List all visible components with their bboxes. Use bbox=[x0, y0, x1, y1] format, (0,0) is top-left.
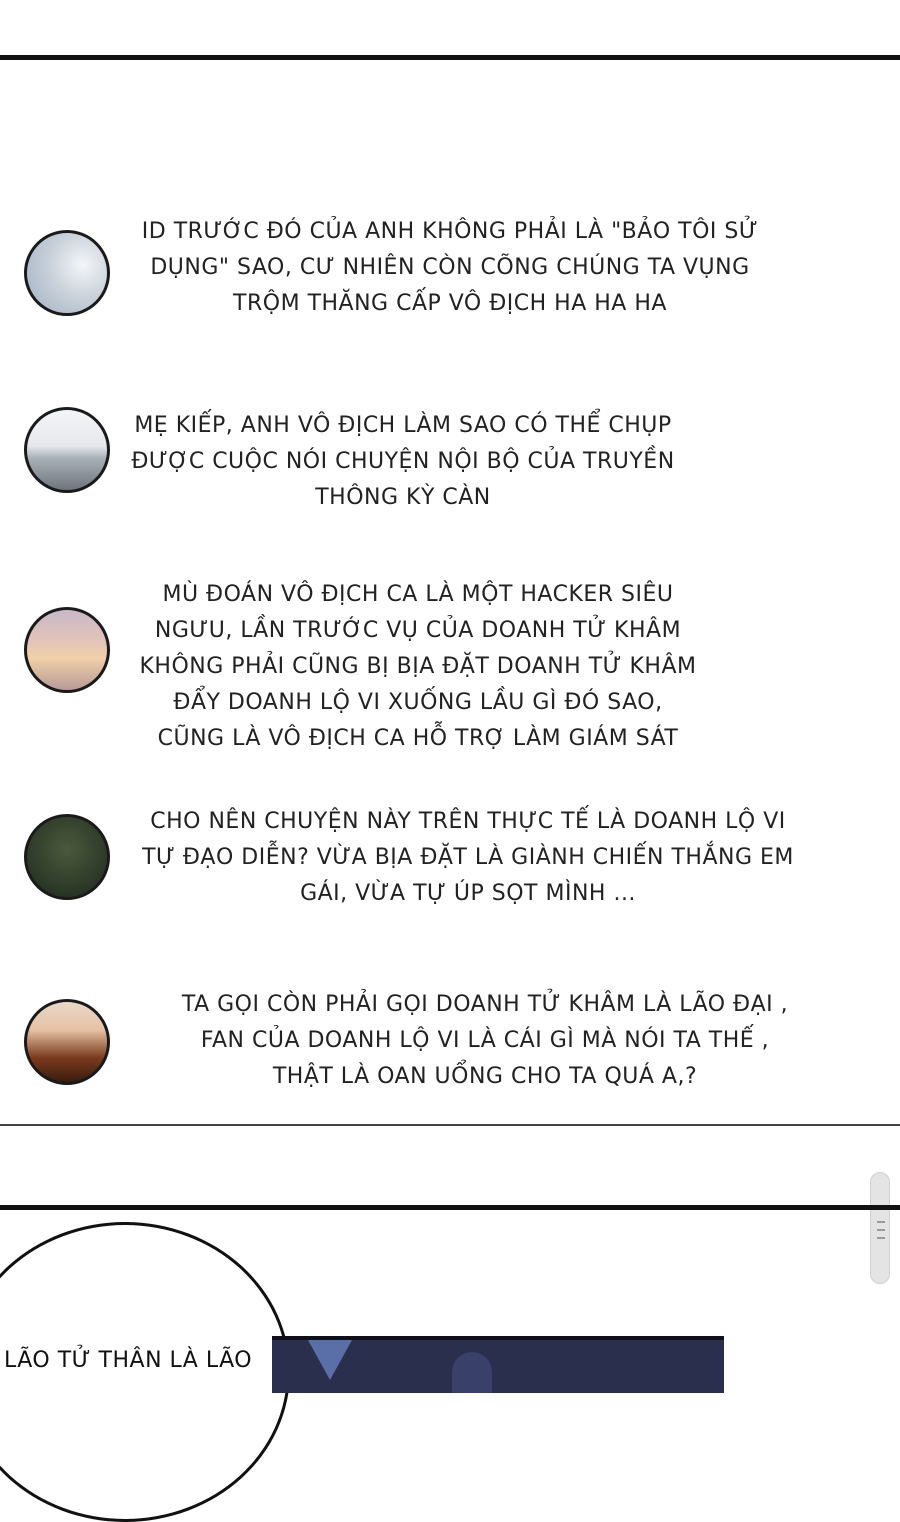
panel-border-top bbox=[0, 1205, 900, 1210]
speech-bubble-text: LÃO TỬ THÂN LÀ LÃO bbox=[4, 1348, 253, 1373]
figure-shape bbox=[452, 1352, 492, 1393]
sunflower-avatar bbox=[24, 999, 110, 1085]
scrollbar-thumb[interactable] bbox=[870, 1172, 890, 1284]
comment-text: MẸ KIẾP, ANH VÔ ĐỊCH LÀM SAO CÓ THỂ CHỤP ĐƯỢC CUỘC NÓI CHUYỆN NỘI BỘ CỦA TRUYỀN THÔNG KỲ CÀN bbox=[131, 413, 675, 510]
comment-text: ID TRƯỚC ĐÓ CỦA ANH KHÔNG PHẢI LÀ "BẢO TÔI SỬ DỤNG" SAO, CƯ NHIÊN CÒN CÕNG CHÚNG TA VỤNG TRỘM THĂNG CẤP VÔ ĐỊCH HA HA HA bbox=[141, 219, 759, 316]
section-divider bbox=[0, 1124, 900, 1126]
comment-text: TA GỌI CÒN PHẢI GỌI DOANH TỬ KHÂM LÀ LÃO ĐẠI , FAN CỦA DOANH LỘ VI LÀ CÁI GÌ MÀ NÓI TA THẾ , THẬT LÀ OAN UỔNG CHO TA QUÁ A,? bbox=[181, 992, 789, 1089]
scrollbar-grip bbox=[877, 1237, 885, 1239]
panel-border-top bbox=[0, 55, 900, 60]
scrollbar-grip bbox=[877, 1221, 885, 1223]
green-field-avatar bbox=[24, 814, 110, 900]
mountain-avatar bbox=[24, 407, 110, 493]
scrollbar-grip bbox=[877, 1229, 885, 1231]
comic-panel-artwork bbox=[272, 1336, 724, 1393]
sunset-sky-avatar bbox=[24, 607, 110, 693]
comment-text: MÙ ĐOÁN VÔ ĐỊCH CA LÀ MỘT HACKER SIÊU NGƯU, LẦN TRƯỚC VỤ CỦA DOANH TỬ KHÂM KHÔNG PHẢI CŨNG BỊ BỊA ĐẶT DOANH TỬ KHÂM ĐẨY DOANH LỘ VI XUỐNG LẦU GÌ ĐÓ SAO, CŨNG LÀ VÔ ĐỊCH CA HỖ TRỢ LÀM GIÁM SÁT bbox=[139, 582, 697, 751]
comment-text: CHO NÊN CHUYỆN NÀY TRÊN THỰC TẾ LÀ DOANH LỘ VI TỰ ĐẠO DIỄN? VỪA BỊA ĐẶT LÀ GIÀNH CHIẾN THẮNG EM GÁI, VỪA TỰ ÚP SỌT MÌNH ... bbox=[142, 809, 794, 906]
lamp-shape bbox=[308, 1340, 352, 1380]
cloud-sky-avatar bbox=[24, 230, 110, 316]
